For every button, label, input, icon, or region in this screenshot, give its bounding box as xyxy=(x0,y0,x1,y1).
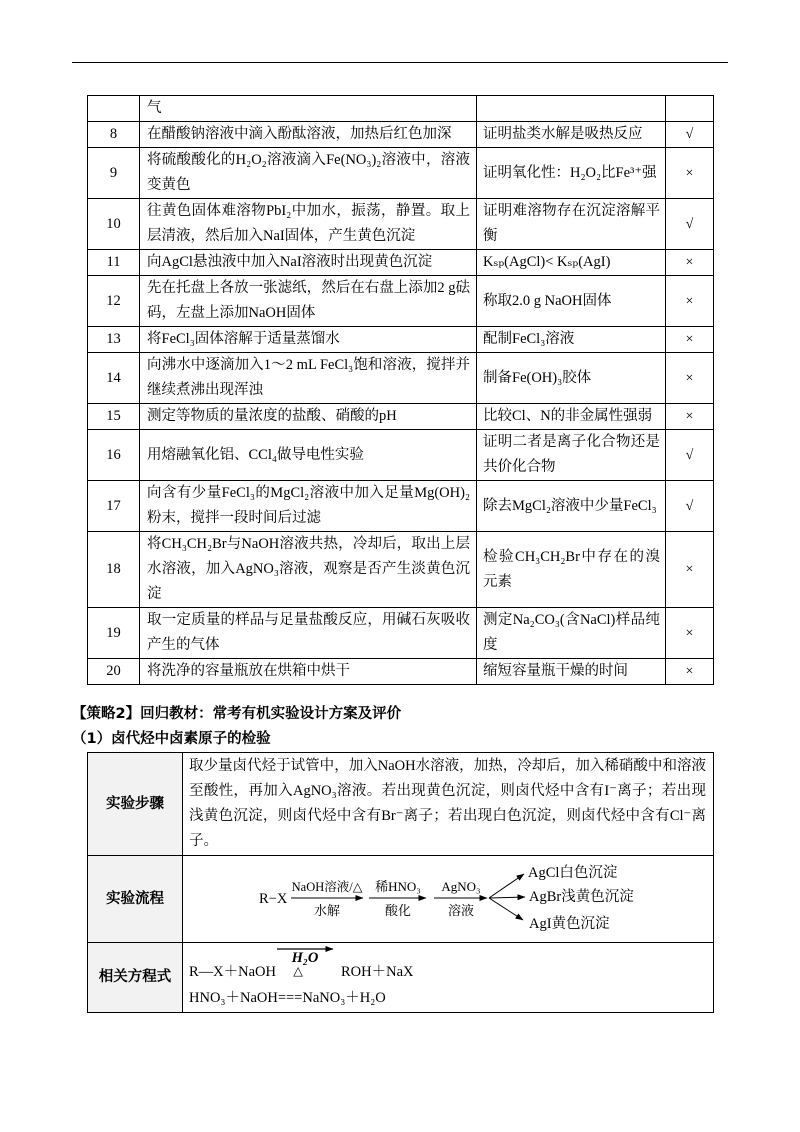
experiment-number-cell: 11 xyxy=(88,250,140,276)
experiment-operation-cell: 向沸水中逐滴加入1～2 mL FeCl₃饱和溶液，搅拌并继续煮沸出现浑浊 xyxy=(140,353,477,404)
experiment-number-cell: 8 xyxy=(88,122,140,148)
experiment-purpose-cell: 称取2.0 g NaOH固体 xyxy=(477,276,666,327)
equation1-condition-under: △ xyxy=(293,964,303,978)
equations-cell xyxy=(183,943,714,1013)
product-agcl-label: AgCl白色沉淀 xyxy=(528,865,618,881)
evaluation-mark-cell: × xyxy=(666,327,714,353)
branch-arrow-agbr xyxy=(489,897,525,898)
experiment-operation-cell: 将CH₃CH₂Br与NaOH溶液共热，冷却后，取出上层水溶液，加入AgNO₃溶液，观察是否产生淡黄色沉淀 xyxy=(140,532,477,608)
section-heading: 【策略2】回归教材：常考有机实验设计方案及评价 xyxy=(72,706,402,722)
table-row xyxy=(88,753,714,856)
experiment-operation-cell: 将FeCl₃固体溶解于适量蒸馏水 xyxy=(140,327,477,353)
table-row xyxy=(88,404,714,430)
evaluation-mark-cell: × xyxy=(666,404,714,430)
table-row xyxy=(88,276,714,327)
experiment-operation-cell: 将硫酸酸化的H₂O₂溶液滴入Fe(NO₃)₂溶液中，溶液变黄色 xyxy=(140,148,477,199)
flow-label: 实验流程 xyxy=(88,856,183,943)
evaluation-mark-cell: √ xyxy=(666,199,714,250)
branch-arrow-agcl xyxy=(489,874,524,898)
experiment-operation-cell: 取一定质量的样品与足量盐酸反应，用碱石灰吸收产生的气体 xyxy=(140,608,477,659)
experiment-operation-cell: 气 xyxy=(140,96,477,122)
equation1-condition-over: H₂O xyxy=(291,950,319,966)
table-row xyxy=(88,250,714,276)
reactant-label: R−X xyxy=(259,891,288,907)
table-row xyxy=(88,327,714,353)
table-row xyxy=(88,122,714,148)
experiment-operation-cell: 先在托盘上各放一张滤纸，然后在右盘上添加2 g砝码，左盘上添加NaOH固体 xyxy=(140,276,477,327)
experiment-number-cell: 14 xyxy=(88,353,140,404)
evaluation-mark-cell: √ xyxy=(666,430,714,481)
acidify-reagent-label: 稀HNO₃ xyxy=(375,879,421,894)
evaluation-mark-cell: √ xyxy=(666,122,714,148)
experiment-number-cell: 19 xyxy=(88,608,140,659)
silver-nitrate-process-label: 溶液 xyxy=(447,903,475,918)
experiment-purpose-cell: 比较Cl、N的非金属性强弱 xyxy=(477,404,666,430)
experiment-operation-cell: 向AgCl悬浊液中加入NaI溶液时出现黄色沉淀 xyxy=(140,250,477,276)
experiment-purpose-cell: 证明难溶物存在沉淀溶解平衡 xyxy=(477,199,666,250)
experiment-purpose-cell: 配制FeCl₃溶液 xyxy=(477,327,666,353)
evaluation-mark-cell: × xyxy=(666,276,714,327)
equation2: HNO₃＋NaOH===NaNO₃＋H₂O xyxy=(189,990,386,1006)
table-row xyxy=(88,659,714,685)
equations xyxy=(183,943,711,1012)
experiment-number-cell: 15 xyxy=(88,404,140,430)
experiment-number-cell: 10 xyxy=(88,199,140,250)
halogen-test-table xyxy=(87,752,714,1013)
experiment-purpose-cell: 检验CH₃CH₂Br中存在的溴元素 xyxy=(477,532,666,608)
evaluation-mark-cell: × xyxy=(666,250,714,276)
acidify-process-label: 酸化 xyxy=(384,903,412,918)
experiment-number-cell: 18 xyxy=(88,532,140,608)
evaluation-mark-cell: × xyxy=(666,148,714,199)
product-agbr-label: AgBr浅黄色沉淀 xyxy=(529,889,634,905)
table-row xyxy=(88,430,714,481)
subsection-heading: （1）卤代烃中卤素原子的检验 xyxy=(72,731,271,747)
table-row xyxy=(88,199,714,250)
experiment-number-cell: 17 xyxy=(88,481,140,532)
experiment-number-cell: 13 xyxy=(88,327,140,353)
evaluation-mark-cell: × xyxy=(666,608,714,659)
equation1-products: ROH＋NaX xyxy=(341,964,414,980)
experiment-operation-cell: 将洗净的容量瓶放在烘箱中烘干 xyxy=(140,659,477,685)
table-row xyxy=(88,353,714,404)
header-rule xyxy=(72,62,728,63)
evaluation-mark-cell: √ xyxy=(666,481,714,532)
experiment-purpose-cell xyxy=(477,96,666,122)
experiment-operation-cell: 用熔融氧化铝、CCl₄做导电性实验 xyxy=(140,430,477,481)
experiment-purpose-cell: 测定Na₂CO₃(含NaCl)样品纯度 xyxy=(477,608,666,659)
steps-label: 实验步骤 xyxy=(88,753,183,856)
evaluation-mark-cell: × xyxy=(666,659,714,685)
evaluation-mark-cell: × xyxy=(666,532,714,608)
experiment-evaluation-table xyxy=(87,95,714,685)
evaluation-mark-cell xyxy=(666,96,714,122)
experiment-number-cell: 20 xyxy=(88,659,140,685)
experiment-purpose-cell: 除去MgCl₂溶液中少量FeCl₃ xyxy=(477,481,666,532)
product-agi-label: AgI黄色沉淀 xyxy=(529,916,610,932)
table-row xyxy=(88,608,714,659)
experiment-purpose-cell: 证明盐类水解是吸热反应 xyxy=(477,122,666,148)
experiment-purpose-cell: Kₛₚ(AgCl)< Kₛₚ(AgI) xyxy=(477,250,666,276)
hydrolysis-reagent-label: NaOH溶液/△ xyxy=(291,880,363,894)
experiment-operation-cell: 在醋酸钠溶液中滴入酚酞溶液，加热后红色加深 xyxy=(140,122,477,148)
experiment-number-cell: 12 xyxy=(88,276,140,327)
table-row xyxy=(88,532,714,608)
silver-nitrate-reagent-label: AgNO₃ xyxy=(441,879,481,894)
evaluation-mark-cell: × xyxy=(666,353,714,404)
experiment-purpose-cell: 证明氧化性：H₂O₂比Fe³⁺强 xyxy=(477,148,666,199)
table-row xyxy=(88,856,714,943)
experiment-number-cell xyxy=(88,96,140,122)
experiment-number-cell: 16 xyxy=(88,430,140,481)
equation-label: 相关方程式 xyxy=(88,943,183,1013)
experiment-operation-cell: 测定等物质的量浓度的盐酸、硝酸的pH xyxy=(140,404,477,430)
table-row xyxy=(88,943,714,1013)
table-row xyxy=(88,481,714,532)
branch-arrow-agi xyxy=(489,898,523,920)
hydrolysis-process-label: 水解 xyxy=(313,903,341,918)
experiment-purpose-cell: 证明二者是离子化合物还是共价化合物 xyxy=(477,430,666,481)
equation1-reactants: R—X＋NaOH xyxy=(189,964,276,980)
experiment-operation-cell: 往黄色固体难溶物PbI₂中加水，振荡，静置。取上层清液，然后加入NaI固体，产生黄色沉淀 xyxy=(140,199,477,250)
table-row xyxy=(88,96,714,122)
flow-diagram-cell xyxy=(183,856,714,943)
experiment-number-cell: 9 xyxy=(88,148,140,199)
table-row xyxy=(88,148,714,199)
experiment-purpose-cell: 制备Fe(OH)₃胶体 xyxy=(477,353,666,404)
flow-diagram xyxy=(183,856,711,942)
experiment-purpose-cell: 缩短容量瓶干燥的时间 xyxy=(477,659,666,685)
steps-text: 取少量卤代烃于试管中，加入NaOH水溶液，加热，冷却后，加入稀硝酸中和溶液至酸性，再加入AgNO₃溶液。若出现黄色沉淀，则卤代烃中含有I⁻离子；若出现浅黄色沉淀，则卤代烃中含有Br⁻离子；若出现白色沉淀，则卤代烃中含有Cl⁻离子。 xyxy=(183,753,714,856)
experiment-operation-cell: 向含有少量FeCl₃的MgCl₂溶液中加入足量Mg(OH)₂粉末，搅拌一段时间后过滤 xyxy=(140,481,477,532)
